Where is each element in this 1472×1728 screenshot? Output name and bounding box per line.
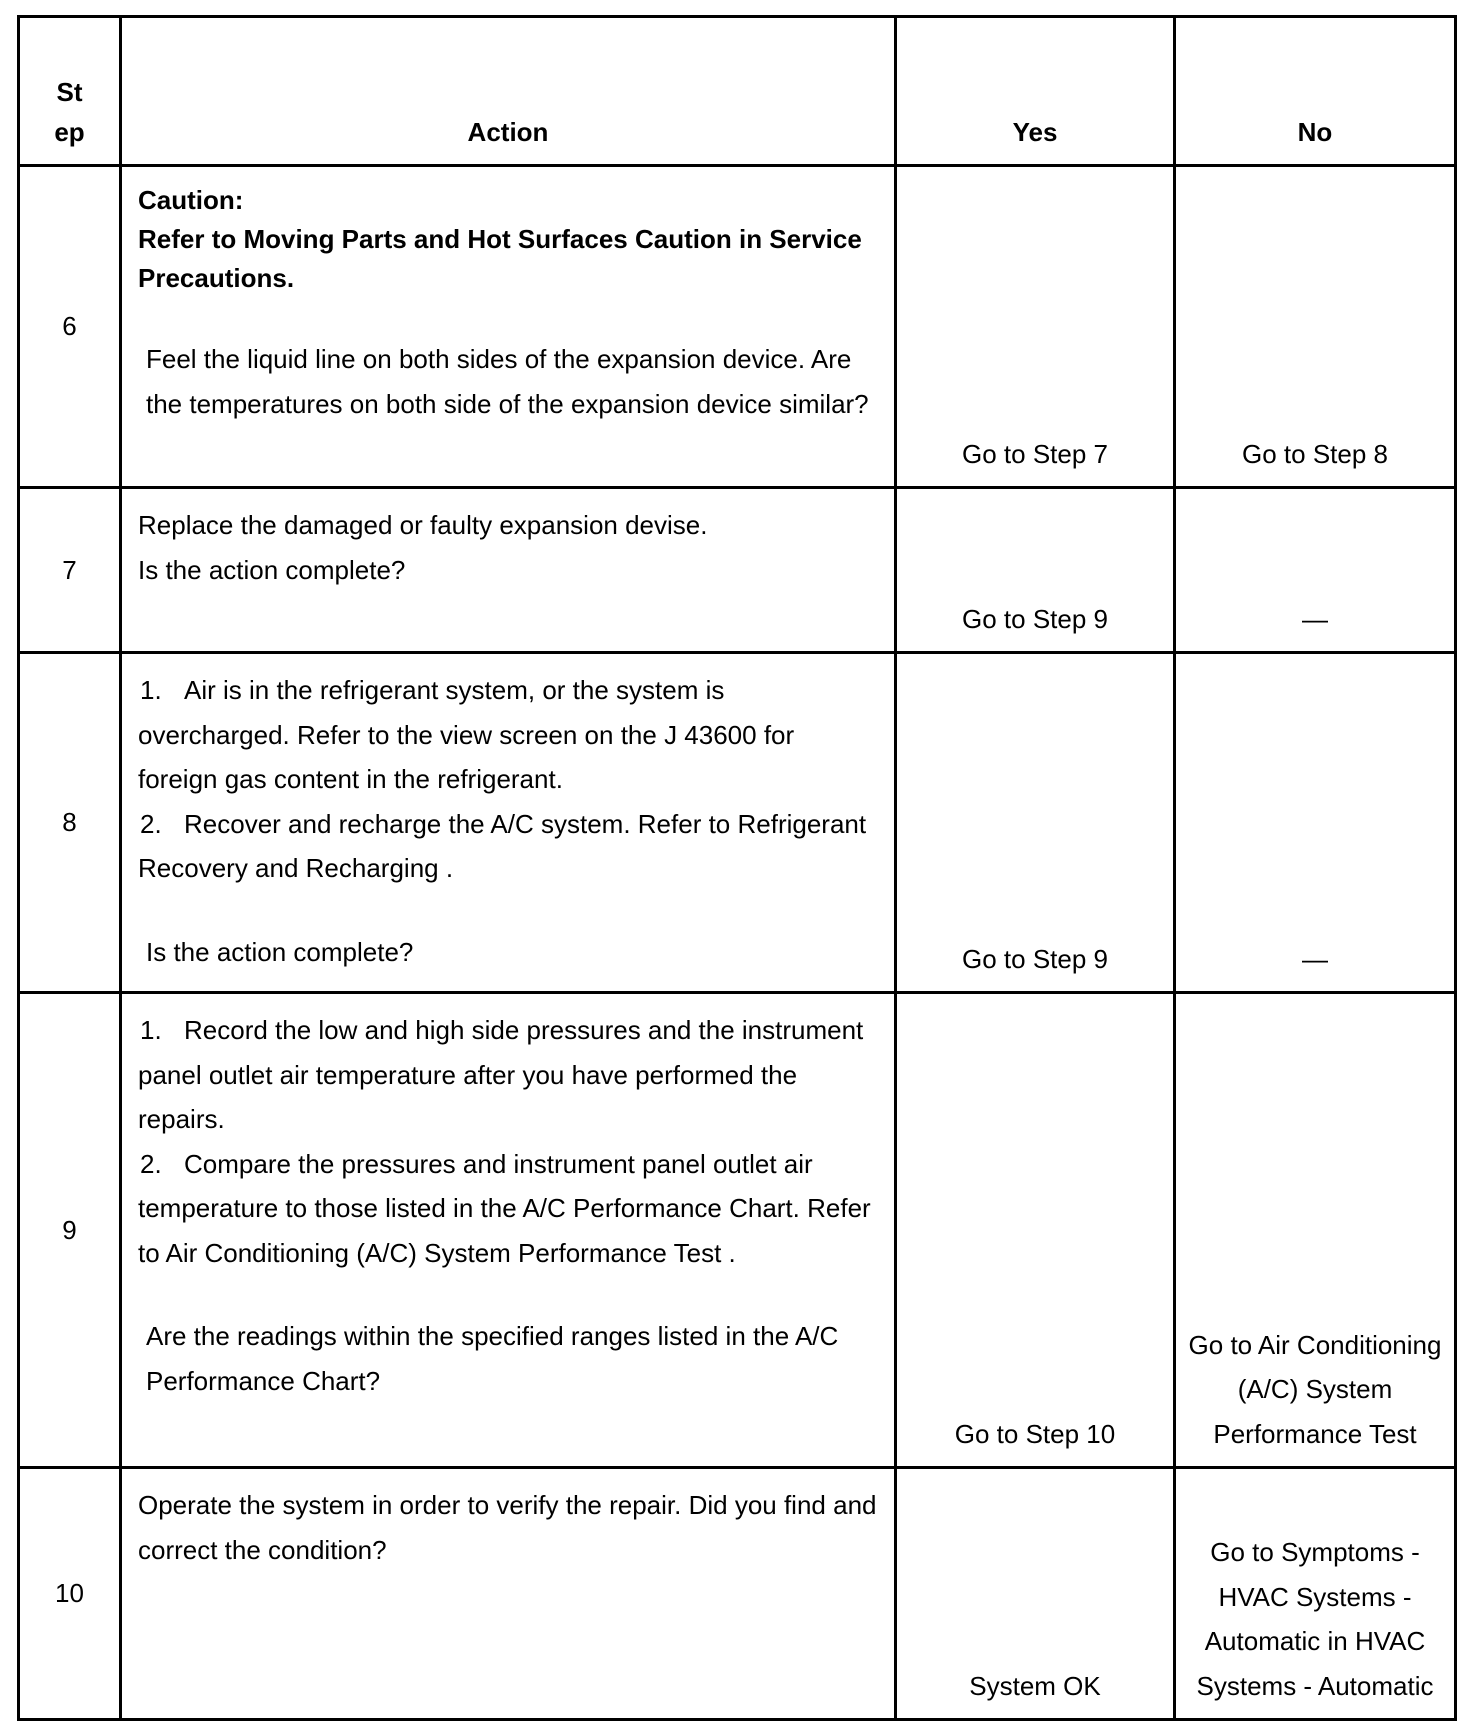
action-cell: [121, 993, 896, 1468]
yes-cell: [896, 488, 1175, 653]
action-text: Operate the system in order to verify the repair. Did you find and correct the condition?: [138, 1490, 877, 1565]
yes-result: Go to Step 9: [962, 603, 1108, 634]
diagnostic-steps-table: [17, 15, 1457, 1721]
list-item-number: 2.: [140, 808, 162, 839]
list-item-number: 2.: [140, 1148, 162, 1179]
header-action: Action: [121, 17, 896, 166]
step-number: 6: [19, 166, 121, 488]
step-number: 8: [19, 653, 121, 993]
action-cell: [121, 1468, 896, 1720]
table-row-step-6: [19, 166, 1456, 488]
yes-cell: [896, 1468, 1175, 1720]
table-row-step-9: [19, 993, 1456, 1468]
action-cell: [121, 488, 896, 653]
yes-result: Go to Step 10: [954, 1418, 1116, 1449]
yes-cell: [896, 993, 1175, 1468]
step-number: 10: [19, 1468, 121, 1720]
action-question: Is the action complete?: [146, 936, 414, 967]
header-step: [19, 17, 121, 166]
action-question: Is the action complete?: [138, 554, 406, 585]
yes-cell: [896, 166, 1175, 488]
no-cell: [1175, 1468, 1456, 1720]
no-result: —: [1302, 603, 1328, 634]
list-item-text: Recover and recharge the A/C system. Refer to Refrigerant Recovery and Recharging .: [138, 808, 867, 883]
header-no: No: [1175, 17, 1456, 166]
list-item-number: 1.: [140, 1015, 162, 1045]
no-cell: [1175, 993, 1456, 1468]
yes-result: Go to Step 7: [962, 438, 1108, 469]
header-step-line1: St: [56, 77, 83, 107]
action-cell: [121, 653, 896, 993]
no-cell: [1175, 653, 1456, 993]
diagnostic-table-page: [17, 15, 1454, 1721]
yes-cell: [896, 653, 1175, 993]
no-result: Go to Air Conditioning (A/C) System Performance Test: [1188, 1329, 1442, 1449]
yes-result: Go to Step 9: [962, 943, 1108, 974]
yes-result: System OK: [969, 1670, 1101, 1701]
no-result: Go to Step 8: [1242, 438, 1388, 469]
action-text: Feel the liquid line on both sides of the expansion device. Are the temperatures on both side of the expansion device similar?: [146, 344, 869, 419]
list-item-number: 1.: [140, 675, 162, 705]
step-number: 9: [19, 993, 121, 1468]
action-list-item: [138, 668, 880, 802]
caution-title: Caution:: [138, 185, 244, 215]
action-text: Replace the damaged or faulty expansion devise.: [138, 510, 708, 540]
list-item-text: Compare the pressures and instrument panel outlet air temperature to those listed in the A/C Performance Chart. Refer to Air Conditioning (A/C) System Performance Test .: [138, 1148, 871, 1268]
action-list-item: [138, 1142, 880, 1276]
action-question: Are the readings within the specified ranges listed in the A/C Performance Chart?: [146, 1321, 839, 1396]
action-cell: [121, 166, 896, 488]
header-yes: Yes: [896, 17, 1175, 166]
action-list-item: [138, 1008, 880, 1142]
header-row: [19, 17, 1456, 166]
no-result: Go to Symptoms - HVAC Systems - Automatic in HVAC Systems - Automatic: [1196, 1537, 1434, 1701]
action-list-item: [138, 802, 880, 891]
step-number: 7: [19, 488, 121, 653]
table-row-step-8: [19, 653, 1456, 993]
list-item-text: Air is in the refrigerant system, or the system is overcharged. Refer to the view screen on the J 43600 for foreign gas content in the refrigerant.: [138, 675, 795, 794]
header-step-line2: ep: [54, 117, 85, 147]
no-cell: [1175, 166, 1456, 488]
no-cell: [1175, 488, 1456, 653]
table-row-step-10: [19, 1468, 1456, 1720]
table-row-step-7: [19, 488, 1456, 653]
list-item-text: Record the low and high side pressures and the instrument panel outlet air temperature after you have performed the repairs.: [138, 1015, 864, 1134]
no-result: —: [1302, 943, 1328, 974]
caution-body: Refer to Moving Parts and Hot Surfaces Caution in Service Precautions.: [138, 224, 862, 293]
